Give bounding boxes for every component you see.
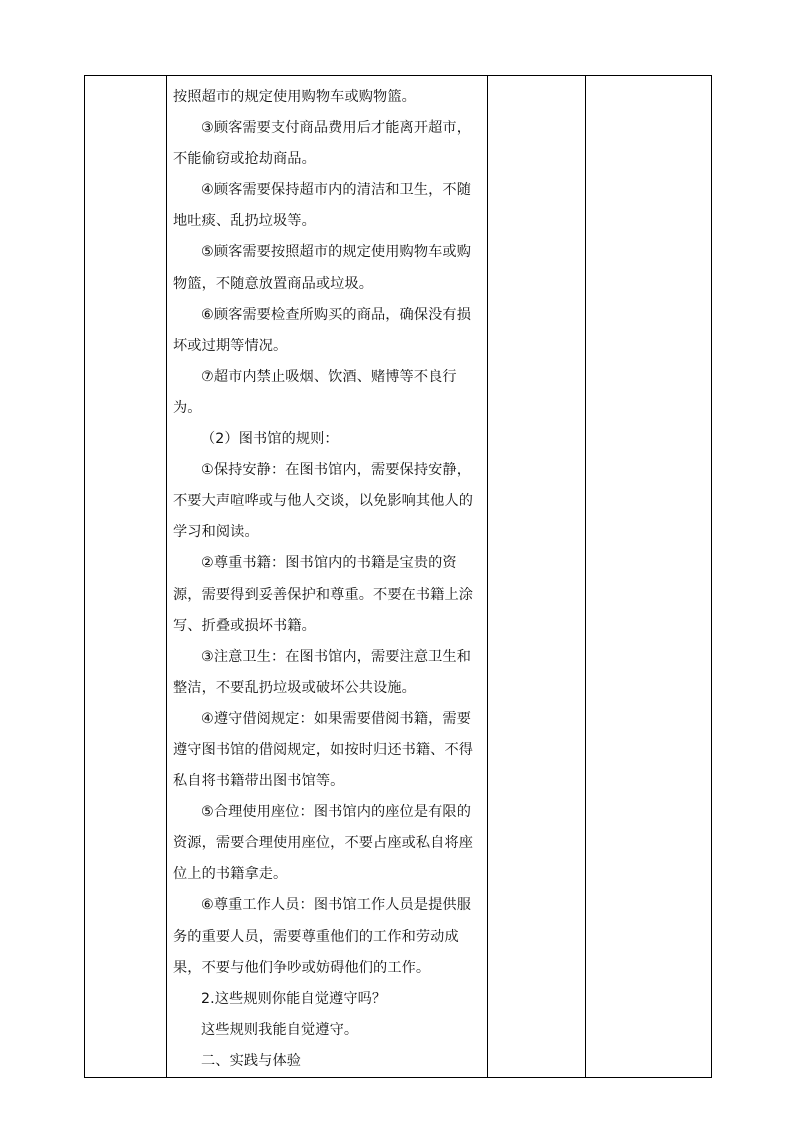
paragraph: ⑥尊重工作人员：图书馆工作人员是提供服务的重要人员，需要尊重他们的工作和劳动成果，不要与他们争吵或妨碍他们的工作。 xyxy=(173,897,471,976)
paragraph: ④遵守借阅规定：如果需要借阅书籍，需要遵守图书馆的借阅规定，如按时归还书籍、不得私自将书籍带出图书馆等。 xyxy=(173,710,474,790)
paragraph: ⑤合理使用座位：图书馆内的座位是有限的资源，需要合理使用座位，不要占座或私自将座位上的书籍拿走。 xyxy=(173,804,474,883)
table-cell-fourth xyxy=(586,76,712,1078)
paragraph: 这些规则我能自觉遵守。 xyxy=(201,1021,359,1038)
paragraph: （2）图书馆的规则： xyxy=(201,431,339,448)
paragraph: 二、实践与体验 xyxy=(201,1052,302,1069)
table-row xyxy=(85,76,712,1078)
paragraph: ⑤顾客需要按照超市的规定使用购物车或购物篮，不随意放置商品或垃圾。 xyxy=(173,244,471,292)
table-cell-left xyxy=(85,76,167,1078)
paragraph: 按照超市的规定使用购物车或购物篮。 xyxy=(173,89,416,105)
content-text xyxy=(167,76,487,1077)
table-cell-third xyxy=(488,76,586,1078)
paragraph: ③顾客需要支付商品费用后才能离开超市，不能偷窃或抢劫商品。 xyxy=(173,120,471,168)
paragraph: ④顾客需要保持超市内的清洁和卫生，不随地吐痰、乱扔垃圾等。 xyxy=(173,182,471,230)
paragraph: ③注意卫生：在图书馆内，需要注意卫生和整洁，不要乱扔垃圾或破坏公共设施。 xyxy=(173,648,471,696)
paragraph: ⑥顾客需要检查所购买的商品，确保没有损坏或过期等情况。 xyxy=(173,306,471,354)
paragraph: 2.这些规则你能自觉遵守吗？ xyxy=(201,990,387,1007)
paragraph: ①保持安静：在图书馆内，需要保持安静，不要大声喧哗或与他人交谈，以免影响其他人的学习和阅读。 xyxy=(173,462,474,541)
paragraph: ⑦超市内禁止吸烟、饮酒、赌博等不良行为。 xyxy=(173,368,457,416)
paragraph: ②尊重书籍：图书馆内的书籍是宝贵的资源，需要得到妥善保护和尊重。不要在书籍上涂写、折叠或损坏书籍。 xyxy=(173,555,474,634)
table-cell-content xyxy=(167,76,488,1078)
lesson-plan-table xyxy=(84,75,712,1078)
